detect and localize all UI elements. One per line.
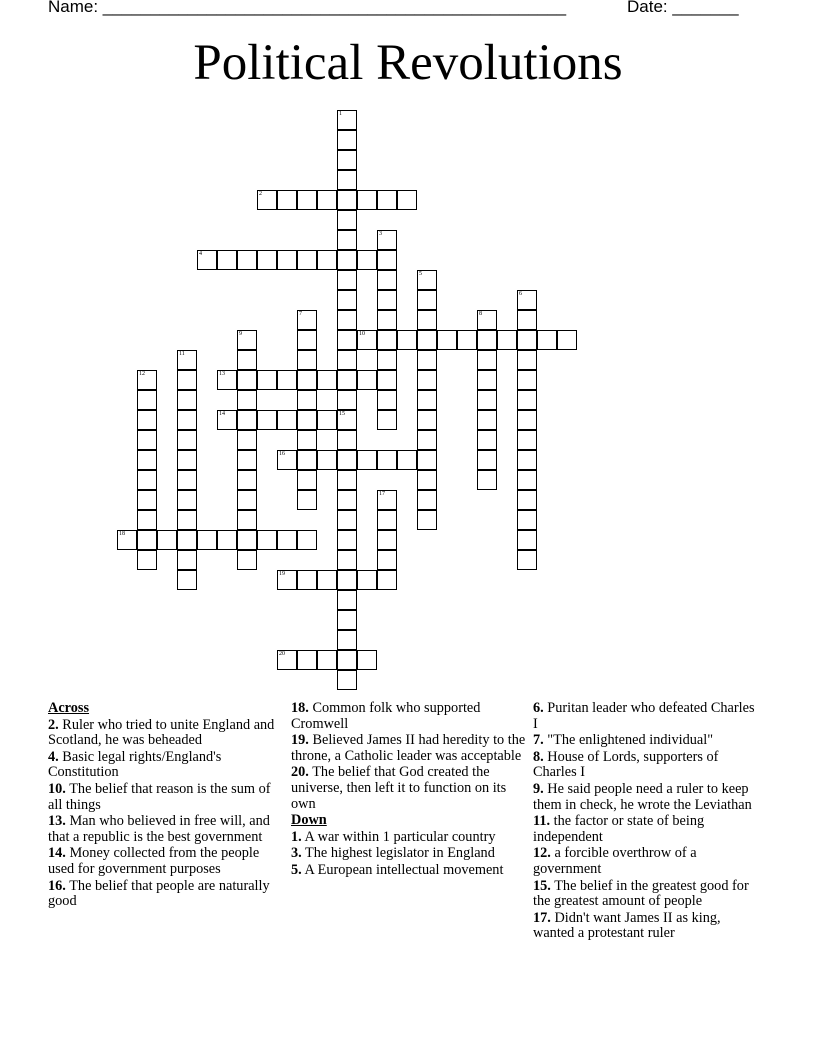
grid-cell[interactable]	[237, 250, 257, 270]
clue-number: 15.	[533, 877, 551, 894]
clue-number: 6.	[533, 700, 544, 716]
grid-cell[interactable]	[337, 670, 357, 690]
clue-item	[533, 733, 758, 749]
clue-number: 14	[219, 411, 225, 417]
grid-cell[interactable]	[337, 150, 357, 170]
grid-cell[interactable]	[237, 350, 257, 370]
clue-item	[48, 814, 288, 845]
grid-cell[interactable]	[357, 330, 377, 350]
name-field-label: Name: _________________________________________________	[48, 0, 567, 16]
grid-cell[interactable]	[137, 510, 157, 530]
grid-cell[interactable]	[477, 430, 497, 450]
grid-cell[interactable]	[157, 530, 177, 550]
grid-cell[interactable]	[337, 270, 357, 290]
grid-cell[interactable]	[237, 450, 257, 470]
clue-number: 16.	[48, 877, 66, 894]
grid-cell[interactable]	[237, 510, 257, 530]
grid-cell[interactable]	[317, 250, 337, 270]
clue-text: The belief in the greatest good for the greatest amount of people	[533, 877, 749, 910]
grid-cell[interactable]	[417, 430, 437, 450]
clue-item	[533, 782, 758, 813]
clue-number: 8.	[533, 748, 544, 765]
grid-cell[interactable]	[557, 330, 577, 350]
grid-cell[interactable]	[177, 350, 197, 370]
grid-cell[interactable]	[377, 510, 397, 530]
grid-cell[interactable]	[277, 190, 297, 210]
grid-cell[interactable]	[337, 590, 357, 610]
grid-cell[interactable]	[297, 530, 317, 550]
grid-cell[interactable]	[137, 450, 157, 470]
grid-cell[interactable]	[357, 570, 377, 590]
grid-cell[interactable]	[337, 570, 357, 590]
grid-cell[interactable]	[177, 530, 197, 550]
grid-cell[interactable]	[297, 650, 317, 670]
grid-cell[interactable]	[137, 410, 157, 430]
grid-cell[interactable]	[517, 490, 537, 510]
grid-cell[interactable]	[237, 490, 257, 510]
clue-number: 7.	[533, 732, 544, 749]
clue-number: 18	[119, 531, 125, 537]
grid-cell[interactable]	[257, 410, 277, 430]
grid-cell[interactable]	[277, 570, 297, 590]
grid-cell[interactable]	[357, 650, 377, 670]
clue-item	[291, 765, 531, 812]
grid-cell[interactable]	[337, 470, 357, 490]
clue-text: Man who believed in free will, and that a republic is the best government	[48, 813, 270, 845]
grid-cell[interactable]	[417, 350, 437, 370]
grid-cell[interactable]	[257, 370, 277, 390]
grid-cell[interactable]	[237, 410, 257, 430]
grid-cell[interactable]	[177, 370, 197, 390]
grid-cell[interactable]	[177, 570, 197, 590]
clue-text: Common folk who supported Cromwell	[291, 700, 481, 732]
grid-cell[interactable]	[237, 430, 257, 450]
grid-cell[interactable]	[177, 390, 197, 410]
grid-cell[interactable]	[377, 410, 397, 430]
grid-cell[interactable]	[177, 450, 197, 470]
grid-cell[interactable]	[137, 470, 157, 490]
clue-number: 11	[179, 351, 185, 357]
grid-cell[interactable]	[117, 530, 137, 550]
clue-item	[291, 830, 531, 846]
grid-cell[interactable]	[297, 330, 317, 350]
clue-item	[533, 879, 758, 910]
grid-cell[interactable]	[337, 490, 357, 510]
clue-number: 15	[339, 411, 345, 417]
grid-cell[interactable]	[477, 370, 497, 390]
clue-item	[533, 701, 758, 732]
grid-cell[interactable]	[257, 250, 277, 270]
clue-text: The belief that people are naturally good	[48, 877, 270, 910]
grid-cell[interactable]	[517, 310, 537, 330]
clue-item	[533, 846, 758, 877]
grid-cell[interactable]	[337, 230, 357, 250]
clue-number: 2.	[48, 716, 59, 733]
grid-cell[interactable]	[297, 350, 317, 370]
grid-cell[interactable]	[337, 610, 357, 630]
grid-cell[interactable]	[217, 410, 237, 430]
grid-cell[interactable]	[337, 210, 357, 230]
clue-item	[533, 814, 758, 845]
grid-cell[interactable]	[517, 370, 537, 390]
date-field-label: Date: _______	[627, 0, 739, 16]
clue-item	[48, 879, 288, 910]
grid-cell[interactable]	[297, 490, 317, 510]
grid-cell[interactable]	[277, 650, 297, 670]
grid-cell[interactable]	[377, 250, 397, 270]
grid-cell[interactable]	[357, 190, 377, 210]
grid-cell[interactable]	[337, 190, 357, 210]
clue-text: Basic legal rights/England's Constitution	[48, 748, 222, 781]
clue-item	[48, 782, 288, 813]
grid-cell[interactable]	[237, 470, 257, 490]
clues-column-3	[533, 701, 758, 943]
grid-cell[interactable]	[317, 570, 337, 590]
clue-number: 13.	[48, 813, 66, 830]
grid-cell[interactable]	[177, 430, 197, 450]
grid-cell[interactable]	[337, 250, 357, 270]
grid-cell[interactable]	[337, 130, 357, 150]
clue-item	[291, 863, 531, 879]
grid-cell[interactable]	[337, 390, 357, 410]
grid-cell[interactable]	[477, 350, 497, 370]
grid-cell[interactable]	[517, 510, 537, 530]
clue-text: The belief that reason is the sum of all things	[48, 780, 271, 813]
grid-cell[interactable]	[357, 450, 377, 470]
clue-text: Money collected from the people used for government purposes	[48, 845, 260, 877]
clue-number: 2	[259, 191, 262, 197]
grid-cell[interactable]	[277, 250, 297, 270]
clue-text: House of Lords, supporters of Charles I	[533, 748, 719, 781]
grid-cell[interactable]	[217, 370, 237, 390]
grid-cell[interactable]	[517, 390, 537, 410]
grid-cell[interactable]	[317, 190, 337, 210]
clue-item	[533, 911, 758, 942]
clue-number: 9	[239, 331, 242, 337]
grid-cell[interactable]	[417, 390, 437, 410]
clue-number: 12	[139, 371, 145, 377]
grid-cell[interactable]	[417, 450, 437, 470]
grid-cell[interactable]	[337, 330, 357, 350]
grid-cell[interactable]	[477, 410, 497, 430]
clue-number: 3.	[291, 845, 302, 862]
grid-cell[interactable]	[517, 290, 537, 310]
grid-cell[interactable]	[337, 350, 357, 370]
grid-cell[interactable]	[357, 370, 377, 390]
grid-cell[interactable]	[477, 470, 497, 490]
grid-cell[interactable]	[517, 530, 537, 550]
grid-cell[interactable]	[337, 450, 357, 470]
grid-cell[interactable]	[237, 390, 257, 410]
clue-text: Believed James II had heredity to the throne, a Catholic leader was acceptable	[291, 732, 526, 764]
clue-item	[291, 733, 531, 764]
clue-number: 5.	[291, 861, 302, 878]
grid-cell[interactable]	[377, 230, 397, 250]
grid-cell[interactable]	[337, 530, 357, 550]
clue-number: 10.	[48, 780, 66, 797]
grid-cell[interactable]	[137, 530, 157, 550]
grid-cell[interactable]	[537, 330, 557, 350]
grid-cell[interactable]	[277, 410, 297, 430]
grid-cell[interactable]	[177, 490, 197, 510]
grid-cell[interactable]	[237, 370, 257, 390]
grid-cell[interactable]	[177, 410, 197, 430]
clue-number: 5	[419, 271, 422, 277]
clue-number: 11.	[533, 813, 551, 830]
clue-number: 6	[519, 291, 522, 297]
clue-number: 18.	[291, 700, 309, 716]
grid-cell[interactable]	[337, 510, 357, 530]
grid-cell[interactable]	[417, 490, 437, 510]
grid-cell[interactable]	[217, 250, 237, 270]
grid-cell[interactable]	[357, 250, 377, 270]
clue-text: Puritan leader who defeated Charles I	[533, 700, 755, 732]
grid-cell[interactable]	[297, 450, 317, 470]
grid-cell[interactable]	[417, 270, 437, 290]
grid-cell[interactable]	[397, 190, 417, 210]
grid-cell[interactable]	[237, 330, 257, 350]
grid-cell[interactable]	[417, 290, 437, 310]
clue-number: 13	[219, 371, 225, 377]
clue-number: 16	[279, 451, 285, 457]
grid-cell[interactable]	[377, 310, 397, 330]
clue-number: 3	[379, 231, 382, 237]
grid-cell[interactable]	[337, 650, 357, 670]
clue-number: 17	[379, 491, 385, 497]
grid-cell[interactable]	[137, 550, 157, 570]
grid-cell[interactable]	[337, 370, 357, 390]
clue-number: 1	[339, 111, 342, 117]
grid-cell[interactable]	[377, 450, 397, 470]
grid-cell[interactable]	[277, 370, 297, 390]
clue-number: 1.	[291, 828, 302, 845]
grid-cell[interactable]	[397, 330, 417, 350]
grid-cell[interactable]	[517, 410, 537, 430]
grid-cell[interactable]	[337, 410, 357, 430]
clue-item	[48, 846, 288, 877]
clue-number: 19	[279, 571, 285, 577]
clue-text: The highest legislator in England	[301, 845, 495, 862]
grid-cell[interactable]	[217, 530, 237, 550]
grid-cell[interactable]	[377, 270, 397, 290]
clue-number: 17.	[533, 909, 551, 926]
grid-cell[interactable]	[237, 550, 257, 570]
grid-cell[interactable]	[177, 550, 197, 570]
grid-cell[interactable]	[497, 330, 517, 350]
grid-cell[interactable]	[317, 650, 337, 670]
grid-cell[interactable]	[377, 190, 397, 210]
clue-item	[48, 718, 288, 749]
grid-cell[interactable]	[417, 330, 437, 350]
clue-number: 19.	[291, 732, 309, 749]
grid-cell[interactable]	[277, 450, 297, 470]
grid-cell[interactable]	[417, 410, 437, 430]
clue-number: 4.	[48, 748, 59, 765]
clue-text: A European intellectual movement	[301, 861, 504, 878]
grid-cell[interactable]	[337, 170, 357, 190]
clue-item	[533, 750, 758, 781]
grid-cell[interactable]	[297, 430, 317, 450]
grid-cell[interactable]	[417, 470, 437, 490]
grid-cell[interactable]	[457, 330, 477, 350]
grid-cell[interactable]	[137, 390, 157, 410]
grid-cell[interactable]	[297, 190, 317, 210]
clue-number: 4	[199, 251, 202, 257]
clue-item	[291, 701, 531, 732]
grid-cell[interactable]	[377, 550, 397, 570]
page-title: Political Revolutions	[193, 35, 623, 91]
grid-cell[interactable]	[377, 350, 397, 370]
grid-cell[interactable]	[377, 530, 397, 550]
grid-cell[interactable]	[417, 370, 437, 390]
grid-cell[interactable]	[257, 190, 277, 210]
clue-text: The belief that God created the universe, then left it to function on its own	[291, 764, 507, 812]
grid-cell[interactable]	[297, 470, 317, 490]
grid-cell[interactable]	[477, 310, 497, 330]
clue-text: Didn't want James II as king, wanted a protestant ruler	[533, 909, 721, 942]
clue-number: 10	[359, 331, 365, 337]
grid-cell[interactable]	[377, 330, 397, 350]
grid-cell[interactable]	[337, 550, 357, 570]
grid-cell[interactable]	[317, 410, 337, 430]
clue-number: 8	[479, 311, 482, 317]
clue-text: Ruler who tried to unite England and Scotland, he was beheaded	[48, 716, 275, 749]
grid-cell[interactable]	[377, 390, 397, 410]
grid-cell[interactable]	[237, 530, 257, 550]
grid-cell[interactable]	[297, 310, 317, 330]
grid-cell[interactable]	[377, 290, 397, 310]
grid-cell[interactable]	[137, 370, 157, 390]
grid-cell[interactable]	[337, 430, 357, 450]
clue-number: 14.	[48, 845, 66, 862]
grid-cell[interactable]	[377, 490, 397, 510]
grid-cell[interactable]	[437, 330, 457, 350]
grid-cell[interactable]	[477, 450, 497, 470]
grid-cell[interactable]	[257, 530, 277, 550]
clue-text: He said people need a ruler to keep them in check, he wrote the Leviathan	[533, 780, 752, 813]
grid-cell[interactable]	[477, 330, 497, 350]
grid-cell[interactable]	[197, 250, 217, 270]
clue-item	[48, 750, 288, 781]
grid-cell[interactable]	[277, 530, 297, 550]
grid-cell[interactable]	[297, 250, 317, 270]
grid-cell[interactable]	[517, 430, 537, 450]
grid-cell[interactable]	[377, 570, 397, 590]
grid-cell[interactable]	[517, 450, 537, 470]
grid-cell[interactable]	[197, 530, 217, 550]
grid-cell[interactable]	[417, 510, 437, 530]
grid-cell[interactable]	[177, 510, 197, 530]
clues-column-1	[48, 701, 288, 911]
clue-item	[291, 846, 531, 862]
grid-cell[interactable]	[397, 450, 417, 470]
section-heading: Across	[48, 700, 90, 716]
grid-cell[interactable]	[377, 370, 397, 390]
clue-number: 20.	[291, 764, 309, 781]
grid-cell[interactable]	[517, 550, 537, 570]
grid-cell[interactable]	[337, 630, 357, 650]
clues-column-2	[291, 701, 531, 880]
grid-cell[interactable]	[337, 110, 357, 130]
clue-number: 12.	[533, 845, 551, 862]
grid-cell[interactable]	[297, 410, 317, 430]
grid-cell[interactable]	[337, 290, 357, 310]
section-heading: Down	[291, 812, 327, 829]
grid-cell[interactable]	[297, 570, 317, 590]
clue-text: A war within 1 particular country	[301, 828, 496, 845]
grid-cell[interactable]	[297, 390, 317, 410]
grid-cell[interactable]	[517, 350, 537, 370]
grid-cell[interactable]	[317, 450, 337, 470]
grid-cell[interactable]	[177, 470, 197, 490]
grid-cell[interactable]	[297, 370, 317, 390]
grid-cell[interactable]	[337, 310, 357, 330]
clue-text: "The enlightened individual"	[543, 732, 714, 749]
grid-cell[interactable]	[417, 310, 437, 330]
grid-cell[interactable]	[317, 370, 337, 390]
clue-number: 20	[279, 651, 285, 657]
clue-number: 9.	[533, 780, 544, 797]
grid-cell[interactable]	[137, 490, 157, 510]
clue-text: the factor or state of being independent	[533, 813, 705, 845]
clue-text: a forcible overthrow of a government	[533, 845, 697, 877]
grid-cell[interactable]	[517, 470, 537, 490]
grid-cell[interactable]	[477, 390, 497, 410]
clue-number: 7	[299, 311, 302, 317]
grid-cell[interactable]	[137, 430, 157, 450]
grid-cell[interactable]	[517, 330, 537, 350]
